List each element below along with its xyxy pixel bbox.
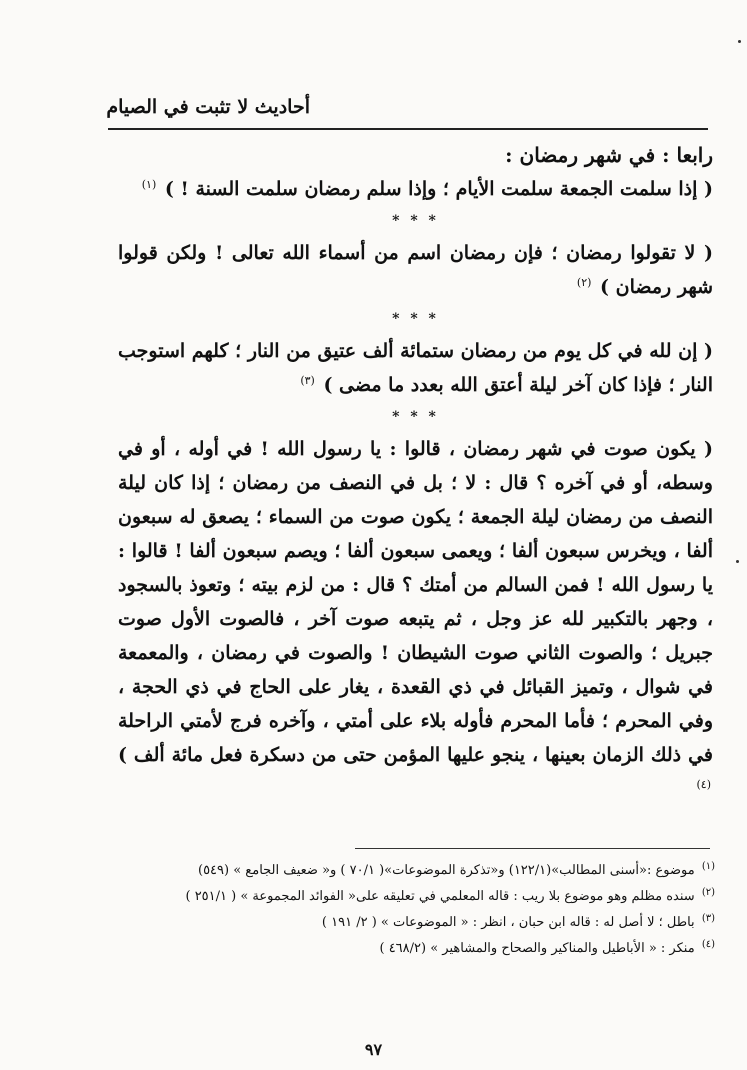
footnote-1-number: (١) <box>701 860 715 872</box>
running-header-title: أحاديث لا تثبت في الصيام <box>106 96 310 118</box>
footnote-ref-1: (١) <box>141 177 157 191</box>
separator-stars-2: * * * <box>392 311 439 327</box>
hadith-3-text: ( إن لله في كل يوم من رمضان ستمائة ألف عتيق من النار ؛ كلهم استوجب النار ؛ فإذا كان آخر ليلة أعتق الله بعدد ما مضى ) <box>118 340 713 396</box>
hadith-2-text: ( لا تقولوا رمضان ؛ فإن رمضان اسم من أسماء الله تعالى ! ولكن قولوا شهر رمضان ) <box>118 242 713 298</box>
footnote-2-number: (٢) <box>701 886 715 898</box>
footnote-1 <box>120 858 715 884</box>
hadith-4 <box>118 432 713 806</box>
margin-speck <box>738 40 741 43</box>
footnote-3-number: (٣) <box>701 912 715 924</box>
footnote-ref-3: (٣) <box>300 373 315 387</box>
section-heading: رابعا : في شهر رمضان : <box>505 143 713 167</box>
hadith-1-text: ( إذا سلمت الجمعة سلمت الأيام ؛ وإذا سلم رمضان سلمت السنة ! ) <box>164 178 713 200</box>
hadith-3 <box>118 334 713 402</box>
footnote-2-text: سنده مظلم وهو موضوع بلا ريب : قاله المعلمي في تعليقه على« الفوائد المجموعة » ( ٢٥١/١ ) <box>185 889 695 904</box>
separator-stars-3: * * * <box>392 409 439 425</box>
hadith-2 <box>118 236 713 304</box>
footnote-rule <box>355 848 710 849</box>
separator-stars-1: * * * <box>392 213 439 229</box>
main-text <box>118 138 713 806</box>
hadith-1 <box>118 172 713 206</box>
header-rule <box>108 128 708 130</box>
footnote-4-number: (٤) <box>701 938 715 950</box>
footnote-3-text: باطل ؛ لا أصل له : قاله ابن حبان ، انظر : « الموضوعات » ( ٢/ ١٩١ ) <box>321 915 695 930</box>
footnote-4-text: منكر : « الأباطيل والمناكير والصحاح والمشاهير » (٤٦٨/٢ ) <box>379 941 695 956</box>
footnote-ref-2: (٢) <box>576 275 592 289</box>
hadith-4-text: ( يكون صوت في شهر رمضان ، قالوا : يا رسول الله ! في أوله ، أو في وسطه، أو في آخره ؟ قال : لا ؛ بل في النصف من رمضان ؛ إذا كان ليلة النصف من رمضان ليلة الجمعة ؛ يكون صوت من السماء ؛ يصعق له سبعون ألفا ، ويخرس سبعون ألفا ؛ ويعمى سبعون ألفا ؛ ويصم سبعون ألفا ! قالوا : يا رسول الله ! فمن السالم من أمتك ؟ قال : من لزم بيته ؛ وتعوذ بالسجود ، وجهر بالتكبير لله عز وجل ، ثم يتبعه صوت آخر ، فالصوت الأول صوت جبريل ؛ والصوت الثاني صوت الشيطان ! والصوت في رمضان ، والمعمعة في شوال ، وتميز القبائل في ذي القعدة ، يغار على الحاج في ذي الحجة ، وفي المحرم ؛ فأما المحرم فأوله بلاء على أمتي ، وآخره فرج لأمتي الراحلة في ذلك الزمان بعينها ، ينجو عليها المؤمن حتى من دسكرة فعل مائة ألف ) <box>118 438 713 766</box>
footnote-ref-4: (٤) <box>696 777 711 791</box>
margin-speck <box>736 560 739 563</box>
footnote-3 <box>120 910 715 936</box>
footnote-1-text: موضوع :«أسنى المطالب»(١٢٢/١) و«تذكرة الموضوعات»( ٧٠/١ ) و« ضعيف الجامع » (٥٤٩) <box>197 863 695 878</box>
footnote-4 <box>120 936 715 962</box>
footnotes <box>120 858 715 962</box>
page-number: ٩٧ <box>364 1040 383 1059</box>
footnote-2 <box>120 884 715 910</box>
